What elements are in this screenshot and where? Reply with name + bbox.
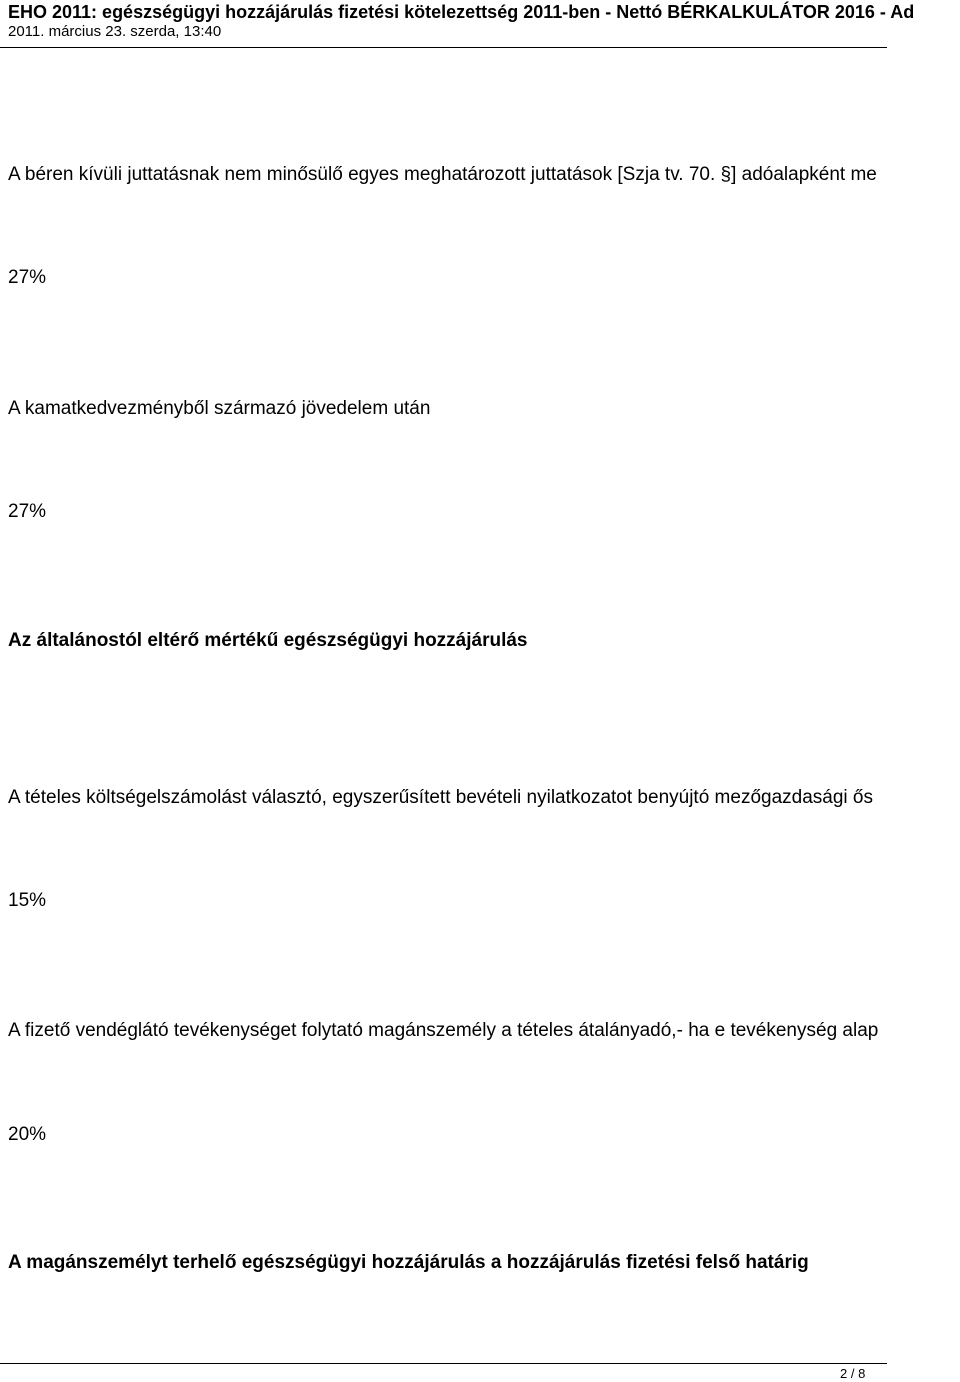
- header-divider: [0, 47, 887, 48]
- document-datetime: 2011. március 23. szerda, 13:40: [8, 23, 222, 40]
- document-title: EHO 2011: egészségügyi hozzájárulás fizetési kötelezettség 2011-ben - Nettó BÉRKALKULÁTOR 2016 - Ad: [8, 2, 915, 22]
- section-heading-upper-limit: A magánszemélyt terhelő egészségügyi hozzájárulás a hozzájárulás fizetési felső határig: [8, 1252, 809, 1273]
- text-line-rate-27-b: 27%: [8, 501, 47, 522]
- text-line-fringe-benefits: A béren kívüli juttatásnak nem minősülő egyes meghatározott juttatások [Szja tv. 70. §] adóalapként me: [8, 164, 877, 185]
- text-line-interest-discount: A kamatkedvezményből származó jövedelem után: [8, 398, 431, 419]
- text-line-rate-15: 15%: [8, 890, 47, 911]
- text-line-rate-20: 20%: [8, 1124, 47, 1145]
- text-line-agricultural-producer: A tételes költségelszámolást választó, egyszerűsített bevételi nyilatkozatot benyújtó mezőgazdasági ős: [8, 787, 873, 808]
- text-line-hospitality: A fizető vendéglátó tevékenységet folytató magánszemély a tételes átalányadó,- ha e tevékenység alap: [8, 1020, 879, 1041]
- section-heading-different-rate: Az általánostól eltérő mértékű egészségügyi hozzájárulás: [8, 630, 528, 651]
- page-number: 2 / 8: [840, 1366, 866, 1381]
- text-line-rate-27-a: 27%: [8, 267, 47, 288]
- footer-divider: [0, 1363, 887, 1364]
